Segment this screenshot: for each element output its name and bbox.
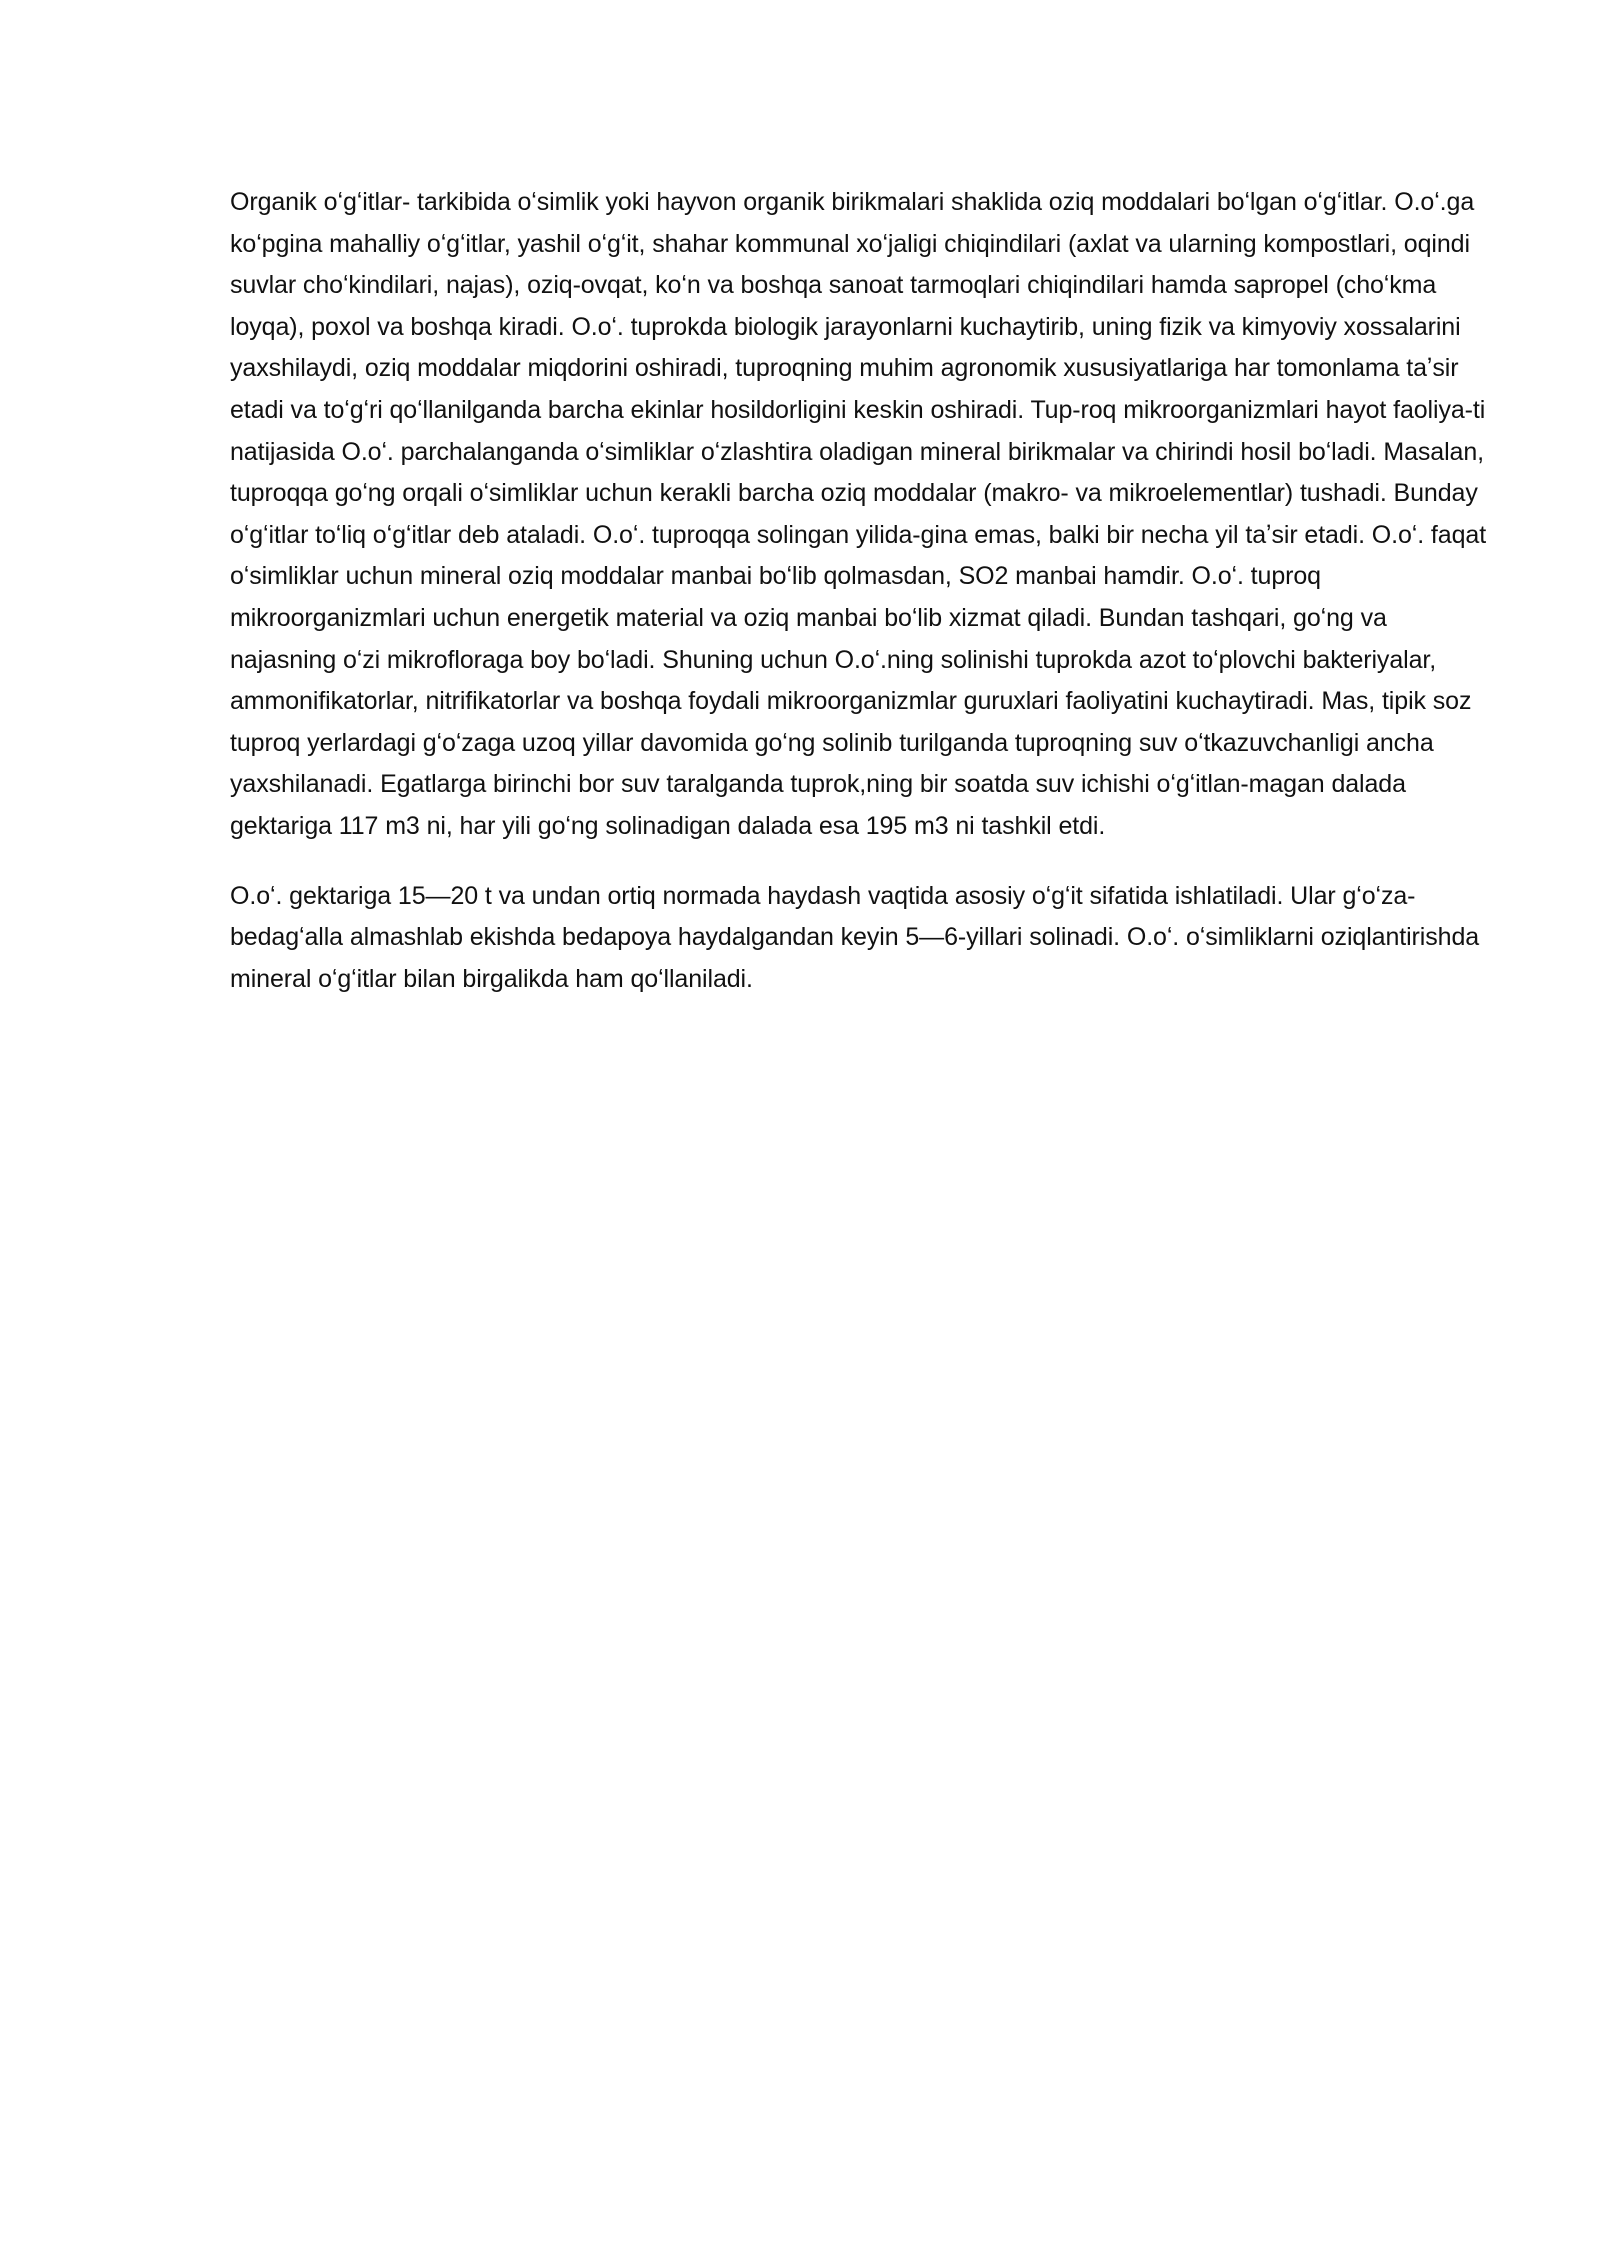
paragraph-2: O.oʻ. gektariga 15—20 t va undan ortiq normada haydash vaqtida asosiy oʻgʻit sifatida ishlatiladi. Ular gʻoʻza-bedagʻalla almashlab ekishda bedapoya haydalgandan keyin 5—6-yillari solinadi. O.oʻ. oʻsimliklarni oziqlantirishda mineral oʻgʻitlar bilan birgalikda ham qoʻllaniladi. — [230, 881, 1480, 993]
paragraph-1: Organik oʻgʻitlar- tarkibida oʻsimlik yoki hayvon organik birikmalari shaklida oziq moddalari boʻlgan oʻgʻitlar. O.oʻ.ga koʻpgina mahalliy oʻgʻitlar, yashil oʻgʻit, shahar kommunal xoʻjaligi chiqindilari (axlat va ularning kompostlari, oqindi suvlar choʻkindilari, najas), oziq-ovqat, koʻn va boshqa sanoat tarmoqlari chiqindilari hamda sapropel (choʻkma loyqa), poxol va boshqa kiradi. O.oʻ. tuprokda biologik jarayonlarni kuchaytirib, uning fizik va kimyoviy xossalarini yaxshilaydi, oziq moddalar miqdorini oshiradi, tuproqning muhim agronomik xususiyatlariga har tomonlama taʼsir etadi va toʻgʻri qoʻllanilganda barcha ekinlar hosildorligini keskin oshiradi. Tup-roq mikroorganizmlari hayot faoliya-ti natijasida O.oʻ. parchalanganda oʻsimliklar oʻzlashtira oladigan mineral birikmalar va chirindi hosil boʻladi. Masalan, tuproqqa goʻng orqali oʻsimliklar uchun kerakli barcha oziq moddalar (makro- va mikroelementlar) tushadi. Bunday oʻgʻitlar toʻliq oʻgʻitlar deb ataladi. O.oʻ. tuproqqa solingan yilida-gina emas, balki bir necha yil taʼsir etadi. O.oʻ. faqat oʻsimliklar uchun mineral oziq moddalar manbai boʻlib qolmasdan, SO2 manbai hamdir. O.oʻ. tuproq mikroorganizmlari uchun energetik material va oziq manbai boʻlib xizmat qiladi. Bundan tashqari, goʻng va najasning oʻzi mikrofloraga boy boʻladi. Shuning uchun O.oʻ.ning solinishi tuprokda azot toʻplovchi bakteriyalar, ammonifikatorlar, nitrifikatorlar va boshqa foydali mikroorganizmlar guruxlari faoliyatini kuchaytiradi. Mas, tipik soz tuproq yerlardagi gʻoʻzaga uzoq yillar davomida goʻng solinib turilganda tuproqning suv oʻtkazuvchanligi ancha yaxshilanadi. Egatlarga birinchi bor suv taralganda tuprok,ning bir soatda suv ichishi oʻgʻitlan-magan dalada gektariga 117 m3 ni, har yili goʻng solinadigan dalada esa 195 m3 ni tashkil etdi. — [230, 188, 1487, 840]
document-body — [230, 182, 1492, 1028]
